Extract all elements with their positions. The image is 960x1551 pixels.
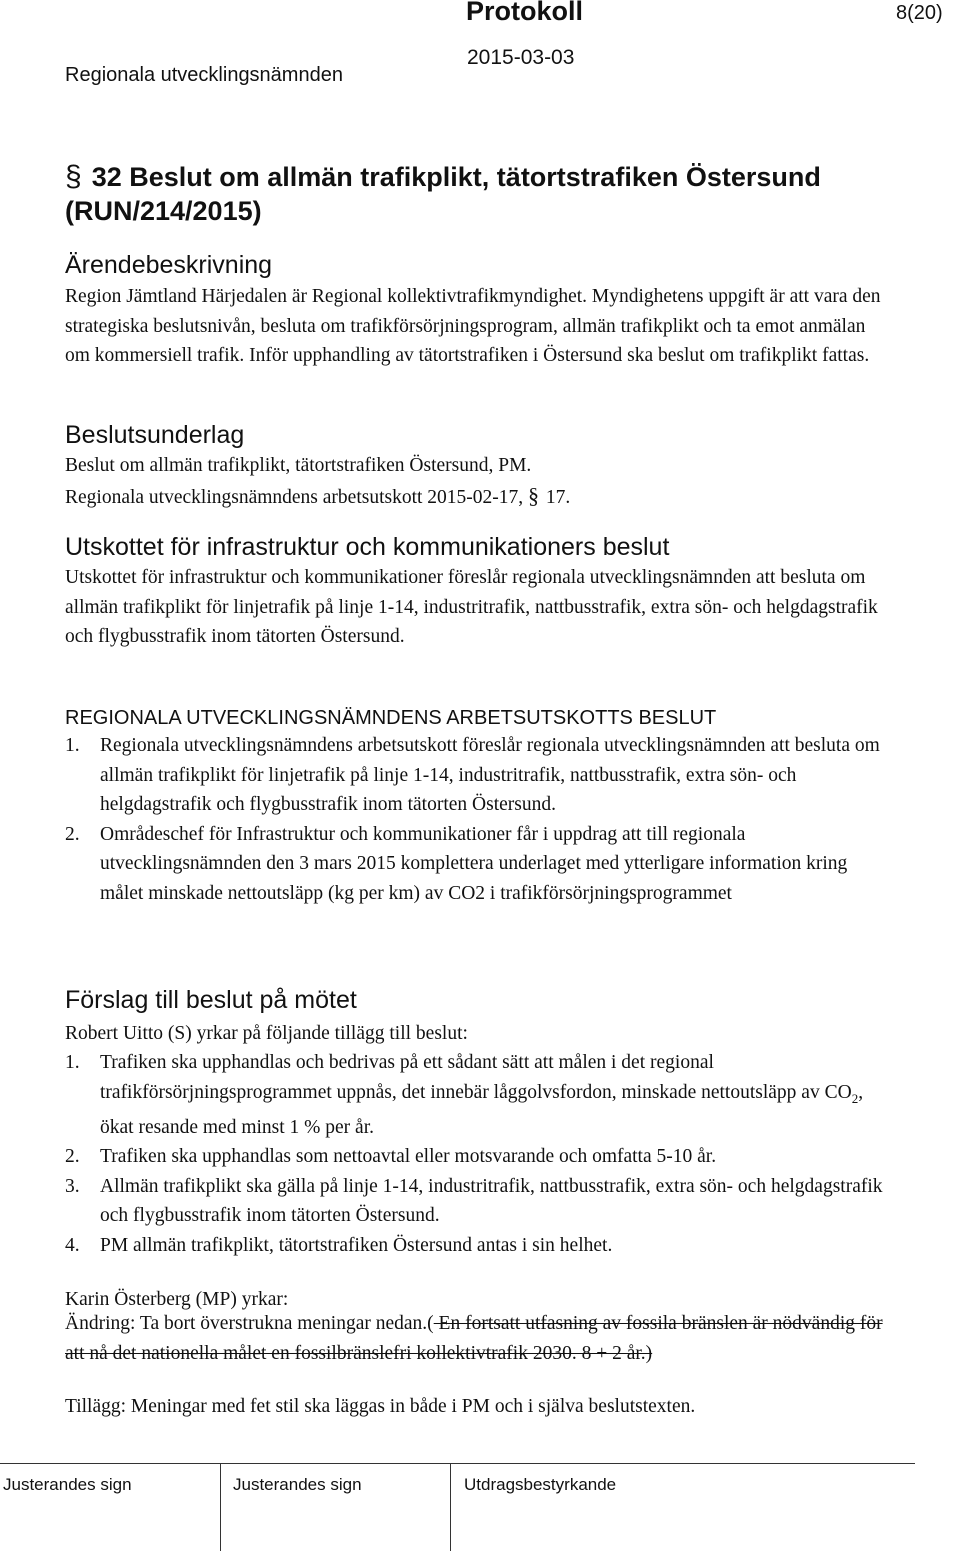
list-item-text: Trafiken ska upphandlas som nettoavtal eller motsvarande och omfatta 5-10 år. bbox=[100, 1146, 717, 1168]
list-item bbox=[65, 1231, 885, 1261]
section-sign: § bbox=[65, 160, 82, 193]
section-title-text: 32 Beslut om allmän trafikplikt, tätortstrafiken Östersund (RUN/214/2015) bbox=[65, 162, 821, 226]
document-type-title: Protokoll bbox=[466, 0, 584, 26]
list-item bbox=[65, 731, 885, 820]
footer-sign-3: Utdragsbestyrkande bbox=[464, 1475, 617, 1494]
list-item-text: Allmän trafikplikt ska gälla på linje 1-14, industritrafik, nattbusstrafik, extra sön- och helgdagstrafik och flygbusstrafik inom tätorten Östersund. bbox=[100, 1175, 883, 1227]
list-number: 3. bbox=[65, 1175, 80, 1197]
list-item bbox=[65, 1142, 885, 1172]
footer-rule bbox=[0, 1463, 915, 1464]
list-item bbox=[65, 820, 885, 909]
arendebeskrivning-text: Region Jämtland Härjedalen är Regional kollektivtrafikmyndighet. Myndighetens uppgift är att vara den strategiska beslutsnivån, besluta om trafikförsörjningsprogram, allmän trafikplikt och ta emot anmälan om kommersiell trafik. Inför upphandling av tätortstrafiken i Östersund ska beslut om trafikplikt fattas. bbox=[65, 286, 881, 366]
list-number: 4. bbox=[65, 1234, 80, 1256]
footer-divider bbox=[450, 1463, 451, 1551]
footer-sign-2: Justerandes sign bbox=[233, 1475, 362, 1494]
heading-utskottet-beslut: Utskottet för infrastruktur och kommunikationers beslut bbox=[65, 533, 670, 561]
list-item-text: Områdeschef för Infrastruktur och kommunikationer får i uppdrag att till regionala utvecklingsnämnden den 3 mars 2015 komplettera underlaget med ytterligare information kring målet minskade nettoutsläpp (kg per km) av CO2 i trafikförsörjningsprogrammet bbox=[100, 823, 848, 904]
struck-text: En fortsatt utfasning av fossila bränslen är nödvändig för att nå det nationella målet en fossilbränslefri kollektivtrafik 2030. 8 + 2 år.) bbox=[65, 1313, 883, 1364]
list-item-text: PM allmän trafikplikt, tätortstrafiken Östersund antas i sin helhet. bbox=[100, 1234, 613, 1256]
andring-text: Ändring: Ta bort överstrukna meningar nedan.( bbox=[65, 1313, 434, 1334]
footer-sign-1: Justerandes sign bbox=[3, 1475, 132, 1494]
meeting-date: 2015-03-03 bbox=[467, 46, 575, 69]
beslutsunderlag-ref-number: 17. bbox=[545, 487, 571, 508]
heading-au-beslut: REGIONALA UTVECKLINGSNÄMNDENS ARBETSUTSKOTTS BESLUT bbox=[65, 707, 717, 729]
forslag-list bbox=[65, 1048, 885, 1260]
karin-intro: Karin Österberg (MP) yrkar: bbox=[65, 1289, 289, 1310]
list-item bbox=[65, 1048, 885, 1142]
section-title bbox=[65, 160, 905, 228]
heading-beslutsunderlag: Beslutsunderlag bbox=[65, 421, 245, 449]
forslag-intro: Robert Uitto (S) yrkar på följande tillägg till beslut: bbox=[65, 1023, 468, 1044]
list-number: 2. bbox=[65, 1146, 80, 1168]
list-item bbox=[65, 1172, 885, 1231]
section-sign: § bbox=[528, 483, 540, 508]
list-number: 2. bbox=[65, 823, 80, 845]
karin-tillagg: Tillägg: Meningar med fet stil ska läggas in både i PM och i själva beslutstexten. bbox=[65, 1396, 696, 1417]
list-item-text-end: , ökat resande med minst 1 % per år. bbox=[100, 1081, 864, 1138]
list-number: 1. bbox=[65, 735, 80, 756]
heading-arendebeskrivning: Ärendebeskrivning bbox=[65, 251, 273, 279]
list-number: 1. bbox=[65, 1052, 80, 1073]
utskottet-text: Utskottet för infrastruktur och kommunikationer föreslår regionala utvecklingsnämnden att besluta om allmän trafikplikt för linjetrafik på linje 1-14, industritrafik, nattbusstrafik, extra sön- och helgdagstrafik och flygbusstrafik inom tätorten Östersund. bbox=[65, 567, 878, 647]
organization-name: Regionala utvecklingsnämnden bbox=[65, 64, 343, 86]
beslutsunderlag-line-2 bbox=[65, 481, 570, 513]
footer-divider bbox=[220, 1463, 221, 1551]
karin-andring bbox=[65, 1309, 885, 1368]
page-number: 8(20) bbox=[896, 2, 943, 24]
list-item-text: Trafiken ska upphandlas och bedrivas på ett sådant sätt att målen i det regional trafikförsörjningsprogrammet uppnås, det innebär låggolvsfordon, minskade nettoutsläpp av CO bbox=[100, 1052, 852, 1103]
beslutsunderlag-line-1: Beslut om allmän trafikplikt, tätortstrafiken Östersund, PM. bbox=[65, 455, 532, 476]
au-beslut-list bbox=[65, 731, 885, 908]
beslutsunderlag-ref-text: Regionala utvecklingsnämndens arbetsutskott 2015-02-17, bbox=[65, 487, 524, 508]
subscript: 2 bbox=[851, 1090, 859, 1106]
list-item-text: Regionala utvecklingsnämndens arbetsutskott föreslår regionala utvecklingsnämnden att besluta om allmän trafikplikt för linjetrafik på linje 1-14, industritrafik, nattbusstrafik, extra sön- och helgdagstrafik och flygbusstrafik inom tätorten Östersund. bbox=[100, 735, 880, 815]
heading-forslag: Förslag till beslut på mötet bbox=[65, 986, 357, 1014]
